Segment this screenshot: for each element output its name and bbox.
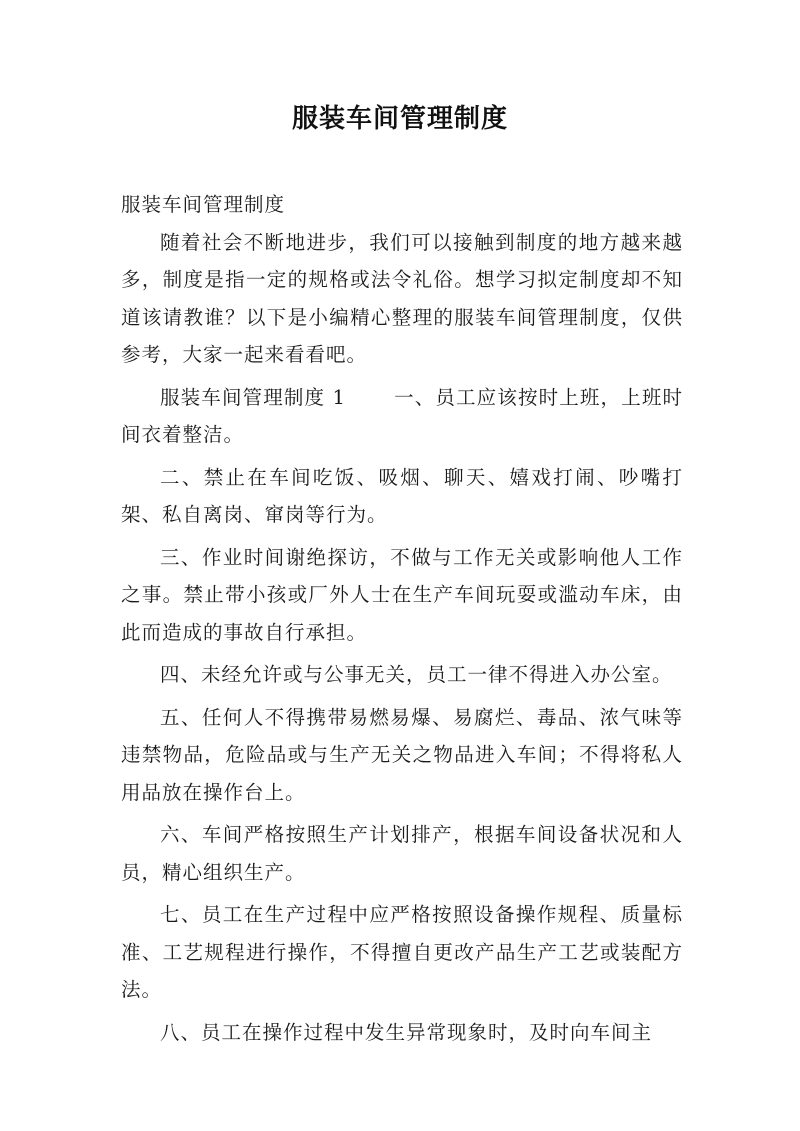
rule-8: 八、员工在操作过程中发生异常现象时，及时向车间主 [160,1020,653,1044]
rule-2: 二、禁止在车间吃饭、吸烟、聊天、嬉戏打闹、吵嘴打架、私自离岗、窜岗等行为。 [121,465,683,526]
rule-1: 一、员工应该按时上班，上班时间衣着整洁。 [121,385,683,446]
document-subtitle: 服装车间管理制度 [121,193,286,216]
rule-3: 三、作业时间谢绝探访，不做与工作无关或影响他人工作之事。禁止带小孩或厂外人士在生产车间玩耍或滥动车床，由此而造成的事故自行承担。 [121,545,683,644]
rule-4: 四、未经允许或与公事无关，员工一律不得进入办公室。 [160,663,673,686]
rule-6: 六、车间严格按照生产计划排产，根据车间设备状况和人员，精心组织生产。 [121,823,683,884]
rule-5: 五、任何人不得携带易燃易爆、易腐烂、毒品、浓气味等违禁物品，危险品或与生产无关之物品进入车间；不得将私人用品放在操作台上。 [121,705,683,804]
intro-paragraph: 随着社会不断地进步，我们可以接触到制度的地方越来越多，制度是指一定的规格或法令礼俗。想学习拟定制度却不知道该请教谁？以下是小编精心整理的服装车间管理制度，仅供参考，大家一起来看看吧。 [121,230,683,366]
document-body [121,186,683,1051]
section-heading: 服装车间管理制度 1 [160,385,346,409]
document-title: 服装车间管理制度 [291,104,508,134]
rule-7: 七、员工在生产过程中应严格按照设备操作规程、质量标准、工艺规程进行操作，不得擅自更改产品生产工艺或装配方法。 [121,903,683,1001]
section-1-paragraph [121,379,683,454]
